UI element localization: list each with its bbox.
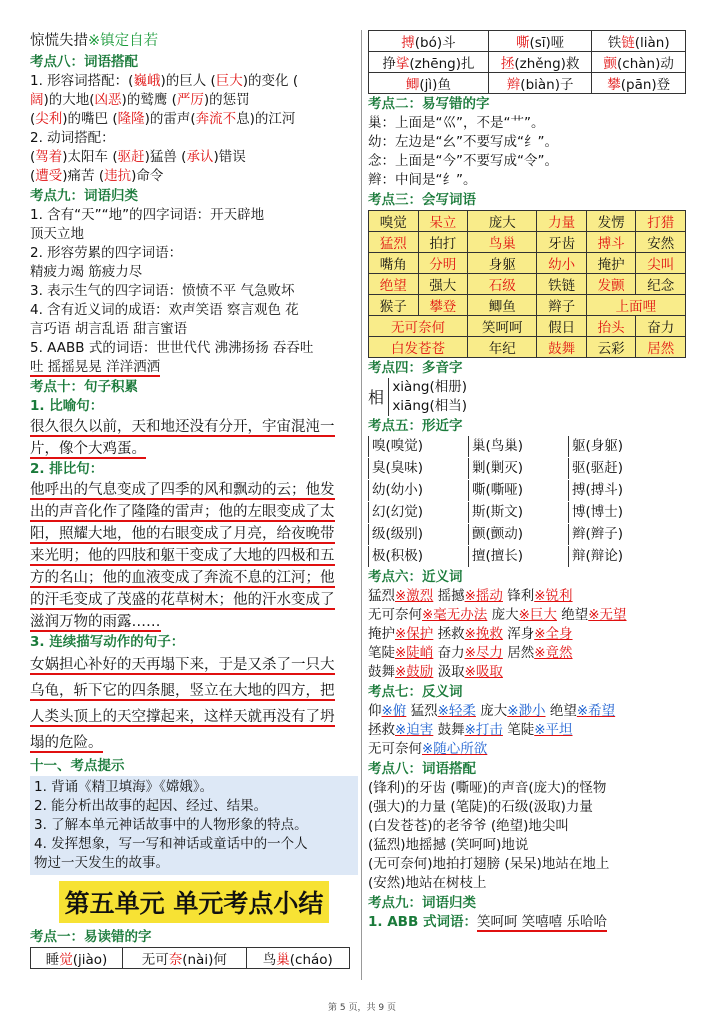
pair-word: 猛烈 [410, 703, 438, 719]
similar-char-item: 巢(鸟巢) [468, 436, 568, 457]
polyphone-block [368, 378, 688, 416]
sentence-line: 人类头顶上的天空撑起来，这样天就再没有了坍 [30, 709, 335, 725]
right-column [368, 30, 688, 932]
similar-char-item: 驱(驱赶) [568, 458, 668, 479]
unit-title: 第五单元 单元考点小结 [59, 881, 329, 923]
similar-char-item: 极(积极) [368, 546, 468, 567]
grid-cell: 打猎 [636, 211, 686, 232]
antonym-list [368, 702, 688, 759]
pair-word: 鼓舞 [437, 722, 465, 738]
tip-item: 4. 发挥想象，写一写和神话或童话中的一个人 [34, 836, 308, 852]
pair-answer: ※尽力 [464, 645, 503, 661]
pair-word: 庞大 [491, 607, 519, 623]
similar-char-item: 幼(幼小) [368, 480, 468, 501]
collocation-line: 2. 动词搭配： [30, 130, 115, 146]
pair-word: 无可奈何 [368, 741, 422, 757]
pair-answer: ※竟然 [534, 645, 573, 661]
grid-cell: 猛烈 [369, 232, 419, 253]
pair-answer: ※吸取 [464, 664, 503, 680]
pair-answer: ※俯 [381, 703, 407, 719]
pair-word: 笔陡 [368, 645, 395, 661]
section-heading: 考点八：词语搭配 [368, 761, 476, 777]
pair-answer: ※挽救 [464, 626, 503, 642]
pair-word: 汲取 [437, 664, 465, 680]
sentence-line: 方的名山；他的血液变成了奔流不息的江河；他 [30, 570, 335, 586]
grid-cell: 抬头 [586, 316, 636, 337]
pair-line [368, 625, 688, 644]
sentence-line: 来光明；他的四肢和躯干变成了大地的四极和五 [30, 548, 335, 564]
word-group-line: 1. ABB 式词语：笑呵呵 笑嘻嘻 乐哈哈 [368, 914, 608, 930]
grid-cell: 辫子 [537, 295, 587, 316]
grid-cell: 鲫鱼 [468, 295, 537, 316]
writing-note: 巢：上面是“巛”，不是“艹”。 [368, 115, 545, 131]
pair-answer: ※锐利 [534, 588, 573, 604]
table-cell: 辫(biàn)子 [488, 73, 592, 94]
sentence-heading: 2. 排比句： [30, 461, 104, 477]
pair-word: 居然 [507, 645, 535, 661]
collocation-line: (无可奈何)地拍打翅膀 (呆呆)地站在地上 [368, 856, 610, 872]
grid-cell: 身躯 [468, 253, 537, 274]
sentence-line: 阳，照耀大地，他的右眼变成了月亮，给夜晚带 [30, 526, 335, 542]
sentence-line: 出的声音化作了隆隆的雷声；他的左眼变成了太 [30, 504, 335, 520]
pair-answer: ※渺小 [507, 703, 546, 719]
similar-char-item: 颤(颤动) [468, 524, 568, 545]
grid-cell: 安然 [636, 232, 686, 253]
polyphone-readings [388, 378, 467, 416]
table-cell: 无可奈(nài)何 [123, 948, 247, 969]
collocation-line: (白发苍苍)的老爷爷 (绝望)地尖叫 [368, 818, 569, 834]
pair-word: 拯救 [368, 722, 395, 738]
collocation-line: 阔)的大地(凶恶)的鹫鹰 (严厉)的惩罚 [30, 92, 250, 108]
pair-word: 浑身 [507, 626, 535, 642]
tip-item: 2. 能分析出故事的起因、经过、结果。 [34, 798, 268, 814]
grid-cell: 鸟巢 [468, 232, 537, 253]
grid-cell: 云彩 [586, 337, 636, 358]
table-cell: 睡觉(jiào) [31, 948, 123, 969]
sentence-line: 他呼出的气息变成了四季的风和飘动的云；他发 [30, 482, 335, 498]
similar-char-item: 躯(身躯) [568, 436, 668, 457]
similar-char-item: 辫(辫子) [568, 524, 668, 545]
tips-box [30, 776, 358, 875]
similar-char-item: 搏(搏斗) [568, 480, 668, 501]
pair-word: 掩护 [368, 626, 395, 642]
pair-answer: ※轻柔 [437, 703, 476, 719]
table-cell: 鲫(jì)鱼 [369, 73, 489, 94]
writing-note: 念：上面是“今”不要写成“令”。 [368, 153, 558, 169]
grid-cell: 笑呵呵 [468, 316, 537, 337]
grid-cell: 分明 [418, 253, 468, 274]
collocation-line: (安然)地站在树枝上 [368, 875, 487, 891]
tip-item: 3. 了解本单元神话故事中的人物形象的特点。 [34, 817, 308, 833]
pair-answer: ※保护 [395, 626, 434, 642]
sentence-line: 乌龟，斩下它的四条腿，竖立在大地的四方，把 [30, 683, 335, 699]
pair-answer: ※无望 [588, 607, 627, 623]
pair-word: 笔陡 [507, 722, 535, 738]
table-cell: 搏(bó)斗 [369, 31, 489, 52]
collocation-line: (驾着)太阳车 (驱赶)猛兽 (承认)错误 [30, 149, 246, 165]
grid-cell: 发愣 [586, 211, 636, 232]
pair-answer: ※随心所欲 [422, 741, 488, 757]
grid-cell: 纪念 [636, 274, 686, 295]
table-row [369, 295, 686, 316]
table-cell: 攀(pān)登 [592, 73, 686, 94]
reading-item: xiāng(相当) [392, 398, 467, 414]
collocation-line: 1. 形容词搭配：(巍峨)的巨人 (巨大)的变化 ( [30, 73, 299, 89]
similar-char-item: 斯(斯文) [468, 502, 568, 523]
table-row [369, 274, 686, 295]
sentence-line: 的汗毛变成了茂盛的花草树木；他的汗水变成了 [30, 592, 335, 608]
pair-answer: ※希望 [576, 703, 616, 719]
pair-answer: ※迫害 [395, 722, 434, 738]
pair-line [368, 644, 688, 663]
pair-line [368, 663, 688, 682]
table-row [369, 73, 686, 94]
similar-char-item: 擅(擅长) [468, 546, 568, 567]
antonym-line: 惊慌失措※镇定自若 [30, 33, 159, 49]
synonym-list [368, 587, 688, 682]
grid-cell: 尖叫 [636, 253, 686, 274]
pair-answer: ※巨大 [518, 607, 557, 623]
column-divider [361, 30, 362, 980]
grid-cell: 猴子 [369, 295, 419, 316]
section-heading: 考点六：近义词 [368, 569, 463, 585]
sentence-line: 滋润万物的雨露…… [30, 614, 161, 630]
pair-answer: ※平坦 [534, 722, 573, 738]
grid-cell: 年纪 [468, 337, 537, 358]
section-heading: 考点九：词语归类 [368, 895, 476, 911]
table-row [31, 948, 350, 969]
table-cell: 铁链(liàn) [592, 31, 686, 52]
grid-cell: 搏斗 [586, 232, 636, 253]
grid-cell: 铁链 [537, 274, 587, 295]
grid-cell: 强大 [418, 274, 468, 295]
pair-answer: ※毫无办法 [422, 607, 488, 623]
tip-item: 物过一天发生的故事。 [34, 855, 169, 871]
grid-cell: 无可奈何 [369, 316, 468, 337]
similar-char-item: 臭(臭味) [368, 458, 468, 479]
table-cell: 鸟巢(cháo) [246, 948, 349, 969]
collocation-line: (强大)的力量 (笔陡)的石级(汲取)力量 [368, 799, 593, 815]
collocation-line: (尖利)的嘴巴 (隆隆)的雷声(奔流不息)的江河 [30, 111, 296, 127]
pair-answer: ※鼓励 [395, 664, 434, 680]
section-heading: 考点九：词语归类 [30, 188, 138, 204]
pair-answer: ※激烈 [395, 588, 434, 604]
collocation-line: (遭受)痛苦 (违抗)命令 [30, 168, 164, 184]
writing-note: 辫：中间是“纟”。 [368, 172, 477, 188]
pair-line [368, 587, 688, 606]
word-line: 5. AABB 式的词语：世世代代 沸沸扬扬 吞吞吐 [30, 340, 314, 356]
reading-item: xiàng(相册) [392, 379, 467, 395]
grid-cell: 假日 [537, 316, 587, 337]
pair-line [368, 606, 688, 625]
table-row [369, 253, 686, 274]
pair-word: 绝望 [549, 703, 577, 719]
section-heading: 考点二：易写错的字 [368, 96, 490, 112]
word-grid-table [368, 210, 686, 358]
table-row [369, 316, 686, 337]
pair-answer: ※陡峭 [395, 645, 434, 661]
section-heading: 考点十：句子积累 [30, 379, 138, 395]
grid-cell: 牙齿 [537, 232, 587, 253]
section-heading: 考点五：形近字 [368, 418, 463, 434]
word-line: 精疲力竭 筋疲力尽 [30, 264, 143, 280]
writing-note: 幼：左边是“幺”不要写成“纟”。 [368, 134, 558, 150]
word-line: 2. 形容劳累的四字词语： [30, 245, 183, 261]
tip-item: 1. 背诵《精卫填海》《嫦娥》。 [34, 779, 214, 795]
section-heading: 十一、考点提示 [30, 758, 125, 774]
table-row [369, 211, 686, 232]
grid-cell: 白发苍苍 [369, 337, 468, 358]
similar-char-item: 辩(辩论) [568, 546, 668, 567]
pair-answer: ※全身 [534, 626, 573, 642]
pair-line [368, 740, 688, 759]
pair-word: 仰 [368, 703, 382, 719]
pair-line [368, 702, 688, 721]
table-cell: 拯(zhěng)救 [488, 52, 592, 73]
table-cell: 挣挲(zhēng)扎 [369, 52, 489, 73]
table-row [369, 232, 686, 253]
pair-word: 猛烈 [368, 588, 395, 604]
similar-char-item: 幻(幻觉) [368, 502, 468, 523]
table-row [369, 52, 686, 73]
grid-cell: 鼓舞 [537, 337, 587, 358]
sentence-heading: 1. 比喻句： [30, 398, 104, 414]
similar-char-item: 嘶(嘶哑) [468, 480, 568, 501]
word-line: 吐 摇摇晃晃 洋洋洒洒 [30, 359, 161, 375]
sentence-line: 塌的危险。 [30, 735, 103, 751]
polyphone-char: 相 [368, 387, 385, 407]
grid-cell: 石级 [468, 274, 537, 295]
word-line: 3. 表示生气的四字词语：愤愤不平 气急败坏 [30, 283, 295, 299]
section-heading: 考点三：会写词语 [368, 192, 476, 208]
grid-cell: 呆立 [418, 211, 468, 232]
reading-table [30, 947, 350, 969]
section-heading: 考点四：多音字 [368, 360, 463, 376]
section-heading: 考点八：词语搭配 [30, 54, 138, 70]
similar-char-item: 博(博士) [568, 502, 668, 523]
grid-cell: 庞大 [468, 211, 537, 232]
similar-char-grid [368, 436, 688, 567]
sentence-line: 很久很久以前，天和地还没有分开，宇宙混沌一 [30, 419, 335, 435]
pair-word: 奋力 [437, 645, 465, 661]
section-heading: 考点七：反义词 [368, 684, 463, 700]
table-cell: 嘶(sī)哑 [488, 31, 592, 52]
pair-word: 绝望 [561, 607, 589, 623]
grid-cell: 发颤 [586, 274, 636, 295]
pinyin-table [368, 30, 686, 94]
grid-cell: 嘴角 [369, 253, 419, 274]
page-number: 第 5 页，共 9 页 [328, 1003, 396, 1013]
sentence-heading: 3. 连续描写动作的句子： [30, 634, 185, 650]
grid-cell: 上面哩 [586, 295, 685, 316]
sentence-line: 女娲担心补好的天再塌下来，于是又杀了一只大 [30, 657, 335, 673]
table-row [369, 337, 686, 358]
grid-cell: 掩护 [586, 253, 636, 274]
grid-cell: 攀登 [418, 295, 468, 316]
table-row [369, 31, 686, 52]
collocation-line: (锋利)的牙齿 (嘶哑)的声音(庞大)的怪物 [368, 780, 607, 796]
similar-char-item: 级(级别) [368, 524, 468, 545]
sentence-line: 片，像个大鸡蛋。 [30, 441, 146, 457]
collocation-list [368, 779, 688, 893]
pair-answer: ※摇动 [464, 588, 503, 604]
word-line: 顶天立地 [30, 226, 84, 242]
word-line: 1. 含有“天”“地”的四字词语：开天辟地 [30, 207, 265, 223]
grid-cell: 拍打 [418, 232, 468, 253]
grid-cell: 幼小 [537, 253, 587, 274]
section-heading: 考点一：易读错的字 [30, 929, 152, 945]
left-column [30, 30, 358, 969]
pair-line [368, 721, 688, 740]
grid-cell: 嗅觉 [369, 211, 419, 232]
collocation-line: (猛烈)地摇撼 (笑呵呵)地说 [368, 837, 529, 853]
word-line: 4. 含有近义词的成语：欢声笑语 察言观色 花 [30, 302, 299, 318]
pair-word: 拯救 [437, 626, 465, 642]
pair-word: 摇撼 [437, 588, 465, 604]
pair-word: 庞大 [480, 703, 508, 719]
grid-cell: 奋力 [636, 316, 686, 337]
word-line: 言巧语 胡言乱语 甜言蜜语 [30, 321, 188, 337]
pair-word: 鼓舞 [368, 664, 395, 680]
grid-cell: 居然 [636, 337, 686, 358]
grid-cell: 绝望 [369, 274, 419, 295]
pair-word: 无可奈何 [368, 607, 422, 623]
grid-cell: 力量 [537, 211, 587, 232]
table-cell: 颤(chàn)动 [592, 52, 686, 73]
similar-char-item: 剿(剿灭) [468, 458, 568, 479]
pair-answer: ※打击 [464, 722, 503, 738]
pair-word: 锋利 [507, 588, 535, 604]
similar-char-item: 嗅(嗅觉) [368, 436, 468, 457]
